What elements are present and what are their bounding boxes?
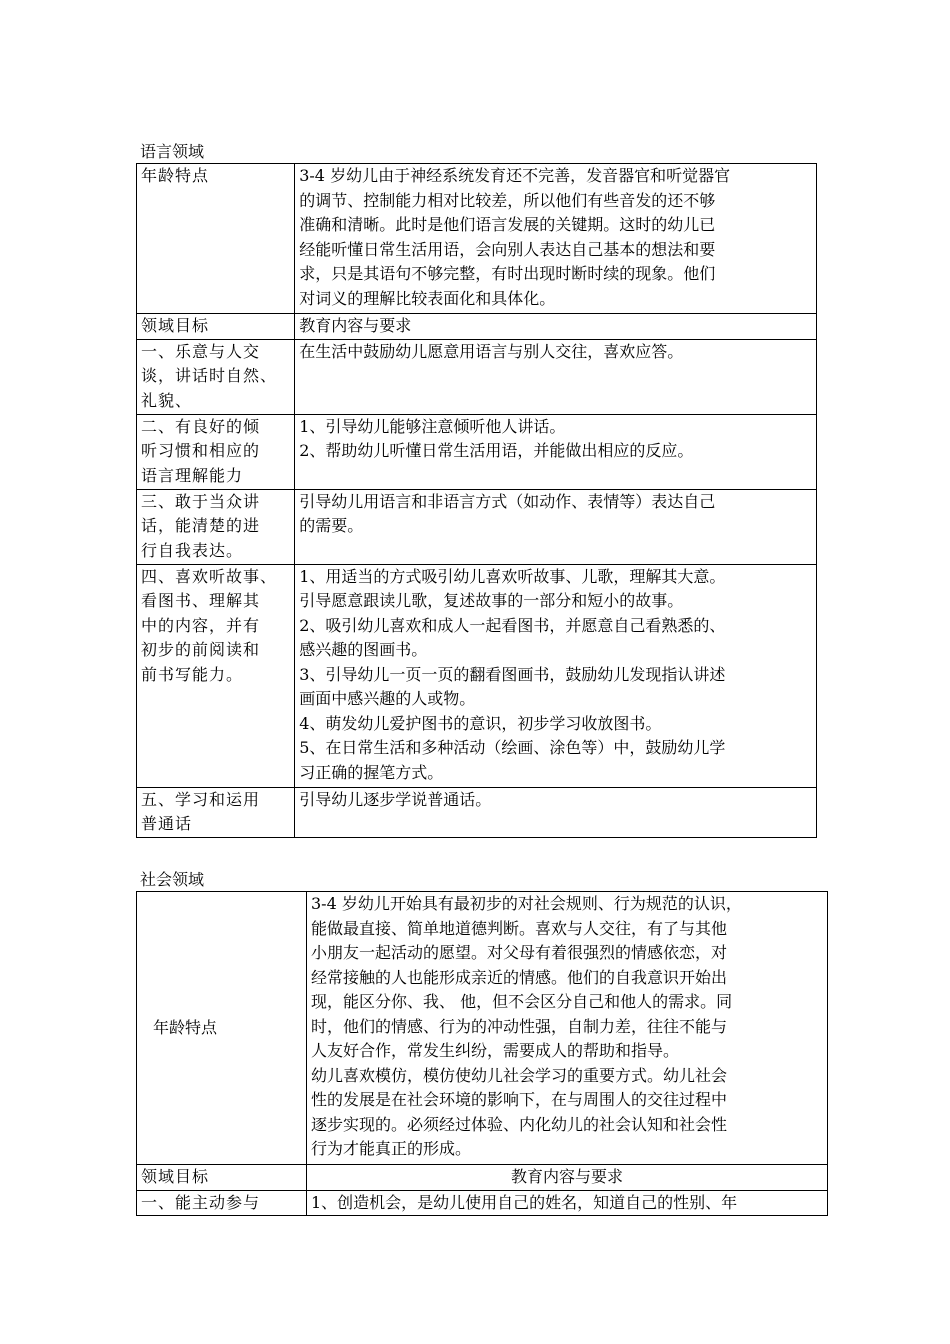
goal-cell: 五、学习和运用 普通话 xyxy=(137,787,295,837)
age-description: 3-4 岁幼儿由于神经系统发育还不完善，发音器官和听觉器官 的调节、控制能力相对比较差，所以他们有些音发的还不够 准确和清晰。此时是他们语言发展的关键期。这时的幼儿已 经能听懂日常生活用语，会向别人表达自己基本的想法和要 求，只是其语句不够完整，有时出现时断时续的现象。他们 对词义的理解比较表面化和具体化。 xyxy=(295,164,817,314)
goal-cell: 四、喜欢听故事、 看图书、理解其 中的内容，并有 初步的前阅读和 前书写能力。 xyxy=(137,564,295,787)
header-content: 教育内容与要求 xyxy=(295,314,817,340)
table-row xyxy=(137,489,817,564)
content-cell: 1、创造机会，是幼儿使用自己的姓名，知道自己的性别、年 xyxy=(307,1190,828,1216)
goal-cell: 二、有良好的倾 听习惯和相应的 语言理解能力 xyxy=(137,414,295,489)
header-row xyxy=(137,1165,828,1191)
age-row xyxy=(137,892,828,1165)
content-cell: 引导幼儿逐步学说普通话。 xyxy=(295,787,817,837)
content-cell: 在生活中鼓励幼儿愿意用语言与别人交往，喜欢应答。 xyxy=(295,339,817,414)
age-description: 3-4 岁幼儿开始具有最初步的对社会规则、行为规范的认识， 能做最直接、简单地道德判断。喜欢与人交往，有了与其他 小朋友一起活动的愿望。对父母有着很强烈的情感依恋，对 经常接触的人也能形成亲近的情感。他们的自我意识开始出 现，能区分你、我、 他，但不会区分自己和他人的需求。同 时，他们的情感、行为的冲动性强，自制力差，往往不能与 人友好合作，常发生纠纷，需要成人的帮助和指导。 幼儿喜欢模仿，模仿使幼儿社会学习的重要方式。幼儿社会 性的发展是在社会环境的影响下，在与周围人的交往过程中 逐步实现的。必须经过体验、内化幼儿的社会认知和社会性 行为才能真正的形成。 xyxy=(307,892,828,1165)
header-goal: 领域目标 xyxy=(137,1165,307,1191)
content-cell: 1、引导幼儿能够注意倾听他人讲话。 2、帮助幼儿听懂日常生活用语，并能做出相应的反应。 xyxy=(295,414,817,489)
header-goal: 领域目标 xyxy=(137,314,295,340)
header-content: 教育内容与要求 xyxy=(307,1165,828,1191)
table-row xyxy=(137,339,817,414)
goal-cell: 一、乐意与人交 谈，讲话时自然、 礼貌、 xyxy=(137,339,295,414)
header-row xyxy=(137,314,817,340)
table-row xyxy=(137,1190,828,1216)
table-row xyxy=(137,787,817,837)
age-label: 年龄特点 xyxy=(137,164,295,314)
goal-cell: 三、敢于当众讲 话，能清楚的进 行自我表达。 xyxy=(137,489,295,564)
language-table xyxy=(136,163,817,838)
content-cell: 引导幼儿用语言和非语言方式（如动作、表情等）表达自己 的需要。 xyxy=(295,489,817,564)
social-section-title: 社会领域 xyxy=(140,870,205,889)
table-row xyxy=(137,564,817,787)
social-table xyxy=(136,891,828,1216)
goal-cell: 一、能主动参与 xyxy=(137,1190,307,1216)
language-section-title: 语言领域 xyxy=(140,142,205,161)
content-cell: 1、用适当的方式吸引幼儿喜欢听故事、儿歌，理解其大意。 引导愿意跟读儿歌，复述故事的一部分和短小的故事。 2、吸引幼儿喜欢和成人一起看图书，并愿意自己看熟悉的、 感兴趣的图画书。 3、引导幼儿一页一页的翻看图画书，鼓励幼儿发现指认讲述 画面中感兴趣的人或物。 4、萌发幼儿爱护图书的意识，初步学习收放图书。 5、在日常生活和多种活动（绘画、涂色等）中，鼓励幼儿学 习正确的握笔方式。 xyxy=(295,564,817,787)
age-label: 年龄特点 xyxy=(137,892,307,1165)
age-row xyxy=(137,164,817,314)
table-row xyxy=(137,414,817,489)
